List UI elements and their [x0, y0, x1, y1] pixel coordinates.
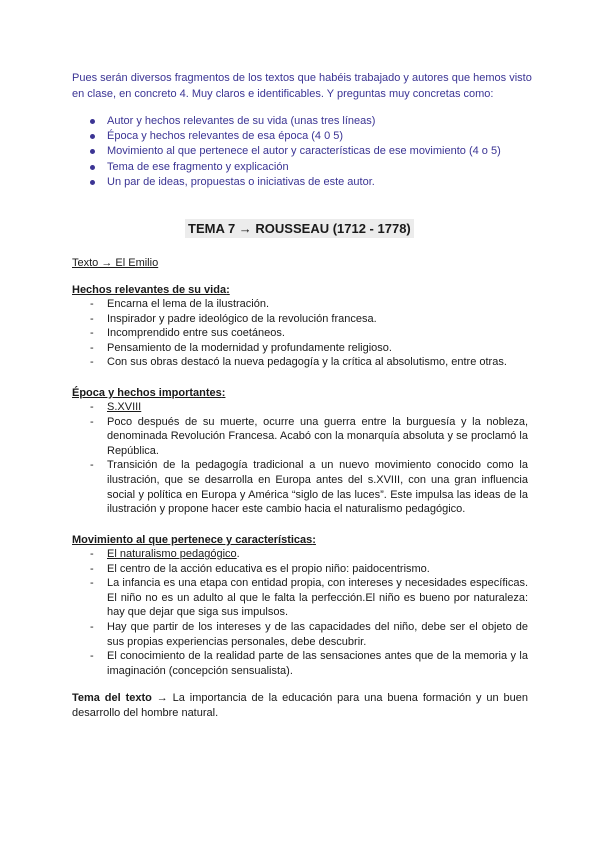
section-list-epoca — [90, 400, 528, 517]
list-item: - S.XVIII — [90, 400, 528, 415]
list-item: - Hay que partir de los intereses y de las capacidades del niño, debe ser el objeto de sus propias experiencias personales, debe descubrir. — [90, 620, 528, 649]
question-list — [90, 114, 501, 190]
section-heading-vida: Hechos relevantes de su vida: — [72, 284, 230, 296]
list-item: Época y hechos relevantes de esa época (4 0 5) — [90, 129, 501, 144]
intro-paragraph: Pues serán diversos fragmentos de los textos que habéis trabajado y autores que hemos visto en clase, en concreto 4. Muy claros e identificables. Y preguntas muy concretas como: — [72, 72, 532, 100]
bullet-icon — [90, 165, 95, 170]
list-item: - Con sus obras destacó la nueva pedagogía y la crítica al absolutismo, entre otras. — [90, 355, 528, 370]
list-item: - El naturalismo pedagógico. — [90, 547, 528, 562]
bullet-icon — [90, 134, 95, 139]
texto-reference: Texto → El Emilio — [72, 257, 159, 269]
section-list-vida — [90, 297, 528, 370]
bullet-icon — [90, 119, 95, 124]
list-item: - Encarna el lema de la ilustración. — [90, 297, 528, 312]
list-item: - Incomprendido entre sus coetáneos. — [90, 326, 528, 341]
bullet-icon — [90, 180, 95, 185]
list-item: - El centro de la acción educativa es el propio niño: paidocentrismo. — [90, 562, 528, 577]
list-item: Un par de ideas, propuestas o iniciativas de este autor. — [90, 175, 501, 190]
section-heading-epoca: Época y hechos importantes: — [72, 387, 226, 399]
section-list-movimiento — [90, 547, 528, 678]
tema-text: → La importancia de la educación para una buena formación y un buen desarrollo del hombre natural. — [72, 692, 528, 719]
tema-label: Tema del texto — [72, 692, 152, 704]
list-item: - Poco después de su muerte, ocurre una guerra entre la burguesía y la nobleza, denominada Revolución Francesa. Acabó con la monarquía absoluta y se proclamó la República. — [90, 415, 528, 459]
tema-paragraph — [72, 691, 528, 720]
list-item: Movimiento al que pertenece el autor y características de ese movimiento (4 o 5) — [90, 144, 501, 159]
list-item: - Inspirador y padre ideológico de la revolución francesa. — [90, 312, 528, 327]
list-item: - La infancia es una etapa con entidad propia, con intereses y necesidades específicas. El niño no es un adulto al que le falta la perfección.El niño es bueno por naturaleza: hay que dejar que siga sus impulsos. — [90, 576, 528, 620]
list-item: Autor y hechos relevantes de su vida (unas tres líneas) — [90, 114, 501, 129]
page-title: TEMA 7 → ROUSSEAU (1712 - 1778) — [185, 219, 414, 238]
list-item: - Transición de la pedagogía tradicional a un nuevo movimiento conocido como la ilustración, que se desarrolla en Europa antes del s.XVIII, con una gran influencia social y política en Europa y América “siglo de las luces”. Este impulsa las ideas de la ilustración y propone hacer este cambio hacia el naturalismo pedagógico. — [90, 458, 528, 516]
list-item: Tema de ese fragmento y explicación — [90, 160, 501, 175]
section-heading-movimiento: Movimiento al que pertenece y características: — [72, 534, 316, 546]
list-item: - Pensamiento de la modernidad y profundamente religioso. — [90, 341, 528, 356]
list-item: - El conocimiento de la realidad parte de las sensaciones antes que de la memoria y la imaginación (concepción sensualista). — [90, 649, 528, 678]
bullet-icon — [90, 149, 95, 154]
